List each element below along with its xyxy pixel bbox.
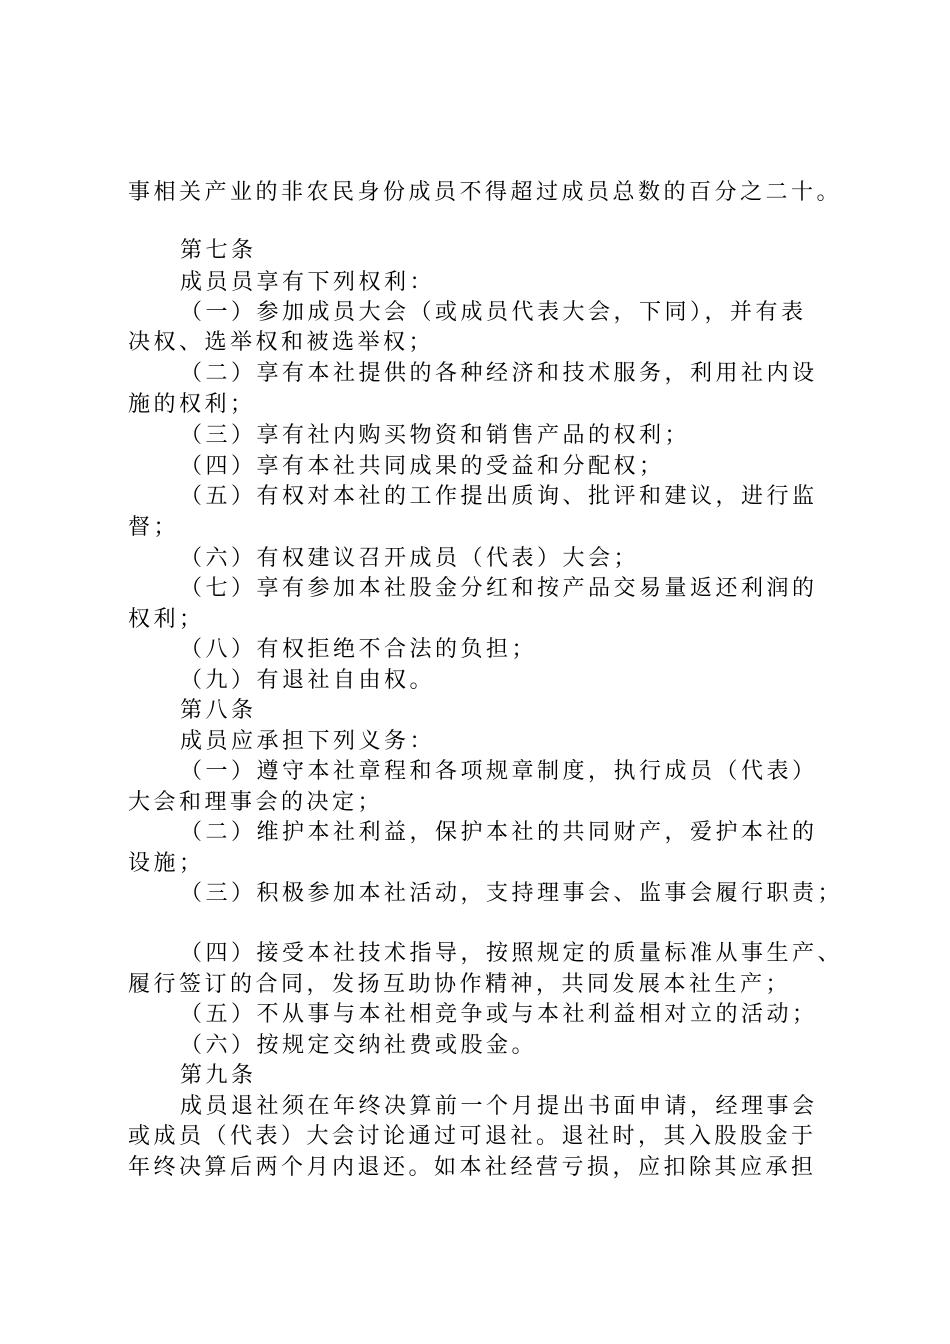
text-line: 督； [128,515,180,540]
text-line: （三）积极参加本社活动，支持理事会、监事会履行职责； [180,881,844,906]
text-line: 履行签订的合同，发扬互助协作精神，共同发展本社生产； [128,972,792,997]
text-line: （六）有权建议召开成员（代表）大会； [180,546,640,571]
text-line: 施的权利； [128,392,256,417]
text-line: 成员员享有下列权利： [180,270,436,295]
text-line: （二）享有本社提供的各种经济和技术服务，利用社内设 [180,361,818,386]
text-line: 事相关产业的非农民身份成员不得超过成员总数的百分之二十。 [128,180,843,205]
text-line: （五）不从事与本社相竞争或与本社利益相对立的活动； [180,1002,818,1027]
text-line: 设施； [128,851,205,876]
text-line: （二）维护本社利益，保护本社的共同财产，爱护本社的 [180,820,818,845]
text-line: 决权、选举权和被选举权； [128,330,435,355]
text-line: 大会和理事会的决定； [128,790,384,815]
text-line: （九）有退社自由权。 [180,668,436,693]
text-line: （四）接受本社技术指导，按照规定的质量标准从事生产、 [180,941,844,966]
text-line: （五）有权对本社的工作提出质询、批评和建议，进行监 [180,484,818,509]
text-line: （一）参加成员大会（或成员代表大会，下同），并有表 [180,300,807,325]
text-line: （七）享有参加本社股金分红和按产品交易量返还利润的 [180,576,818,601]
text-line: 成员应承担下列义务： [180,729,436,754]
text-line: 权利； [128,607,205,632]
article-heading: 第九条 [180,1063,257,1088]
text-line: （八）有权拒绝不合法的负担； [180,637,538,662]
text-line: （三）享有社内购买物资和销售产品的权利； [180,423,691,448]
article-heading: 第七条 [180,238,257,263]
text-line: 年终决算后两个月内退还。如本社经营亏损，应扣除其应承担 [128,1155,817,1180]
text-line: （四）享有本社共同成果的受益和分配权； [180,454,665,479]
text-line: 成员退社须在年终决算前一个月提出书面申请，经理事会 [180,1094,818,1119]
text-line: （六）按规定交纳社费或股金。 [180,1033,538,1058]
text-line: 或成员（代表）大会讨论通过可退社。退社时，其入股股金于 [128,1124,817,1149]
text-line: （一）遵守本社章程和各项规章制度，执行成员（代表） [180,759,818,784]
article-heading: 第八条 [180,698,257,723]
